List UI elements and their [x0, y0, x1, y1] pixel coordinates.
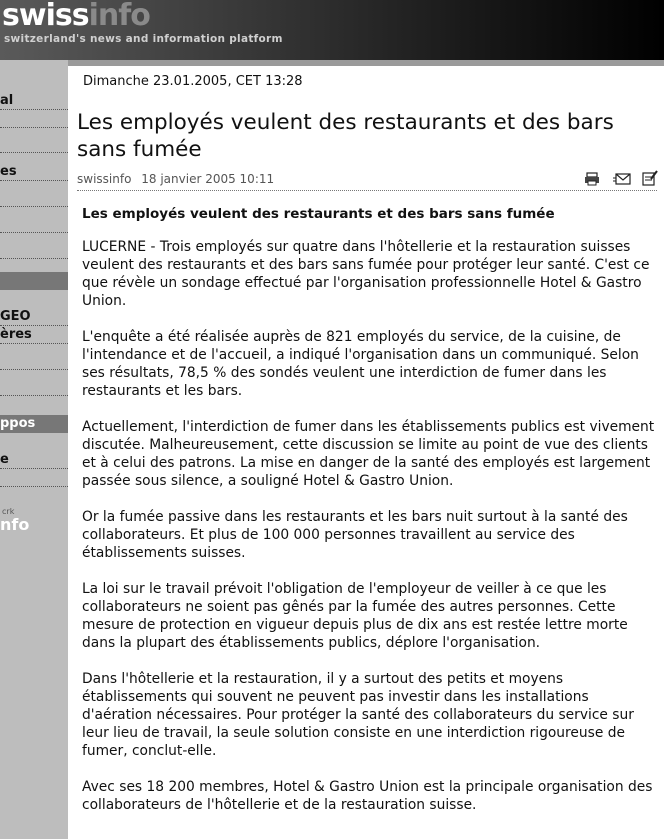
article-content [68, 66, 664, 839]
swissinfo-logo[interactable] [2, 0, 150, 33]
sidebar-item[interactable]: es [0, 163, 68, 181]
sidebar-item[interactable] [0, 189, 68, 207]
logo-part-info: info [88, 0, 150, 33]
sidebar-item[interactable] [0, 469, 68, 487]
comment-icon[interactable] [642, 170, 658, 184]
site-header [0, 0, 664, 60]
article-meta [77, 172, 274, 186]
article-paragraph: Avec ses 18 200 membres, Hotel & Gastro Union est la principale organisation des collaborateurs de l'hôtellerie et de la restauration suisse. [82, 779, 653, 813]
meta-divider [77, 190, 657, 191]
left-sidebar [0, 60, 69, 839]
article-tools [576, 170, 658, 190]
sidebar-section-header [0, 272, 68, 290]
article-published: 18 janvier 2005 10:11 [141, 172, 275, 186]
print-icon[interactable] [584, 172, 600, 186]
page-date: Dimanche 23.01.2005, CET 13:28 [83, 74, 303, 89]
article-paragraph: LUCERNE - Trois employés sur quatre dans l'hôtellerie et la restauration suisses veulent des restaurants et des bars sans fumée pour protéger leur santé. C'est ce que révèle un sondage effectué par l'organisation professionnelle Hotel & Gastro Union. [82, 239, 650, 309]
sidebar-item[interactable] [0, 110, 68, 128]
sidebar-item[interactable]: al [0, 92, 68, 110]
sidebar-item[interactable]: ères [0, 326, 68, 344]
email-icon[interactable] [613, 172, 629, 186]
article-paragraph: Or la fumée passive dans les restaurants et les bars nuit surtout à la santé des collaborateurs. Et plus de 100 000 personnes travaillent au service des établissements suisses. [82, 509, 628, 561]
page-title: Les employés veulent des restaurants et des bars sans fumée [77, 110, 614, 162]
sidebar-item[interactable] [0, 135, 68, 153]
sidebar-item[interactable] [0, 241, 68, 259]
site-tagline: switzerland's news and information platform [4, 33, 283, 45]
article-paragraph: Actuellement, l'interdiction de fumer dans les établissements publics est vivement discutée. Malheureusement, cette discussion se limite au point de vue des clients et à celui des patrons. La mise en danger de la santé des employés est largement passée sous silence, a souligné Hotel & Gastro Union. [82, 419, 655, 489]
logo-part-swiss: swiss [2, 0, 89, 33]
mini-logo-top: crk [2, 507, 15, 516]
sidebar-item[interactable]: e [0, 451, 68, 469]
sidebar-section-header[interactable]: ppos [0, 415, 68, 433]
sidebar-item[interactable] [0, 352, 68, 370]
article-body [82, 238, 662, 832]
sidebar-item[interactable]: GEO [0, 308, 68, 326]
sidebar-item[interactable] [0, 378, 68, 396]
article-paragraph: La loi sur le travail prévoit l'obligation de l'employeur de veiller à ce que les collaborateurs ne soient pas gênés par la fumée des autres personnes. Cette mesure de protection en vigueur depuis plus de dix ans est restée lettre morte dans la plupart des établissements publics, déplore l'organisation. [82, 581, 628, 651]
article-paragraph: Dans l'hôtellerie et la restauration, il y a surtout des petits et moyens établissements qui souvent ne peuvent pas investir dans les installations d'aération nécessaires. Pour protéger la santé des collaborateurs du service sur leur lieu de travail, la seule solution consiste en une interdiction rigoureuse de fumer, conclut-elle. [82, 671, 634, 759]
sidebar-item[interactable] [0, 215, 68, 233]
article-source: swissinfo [77, 172, 132, 186]
article-paragraph: L'enquête a été réalisée auprès de 821 employés du service, de la cuisine, de l'intendance et de l'accueil, a indiqué l'organisation dans un communiqué. Selon ses résultats, 78,5 % des sondés veulent une interdiction de fumer dans les restaurants et les bars. [82, 329, 639, 399]
article-lead: Les employés veulent des restaurants et des bars sans fumée [82, 206, 555, 222]
mini-logo[interactable]: nfo [0, 515, 30, 534]
